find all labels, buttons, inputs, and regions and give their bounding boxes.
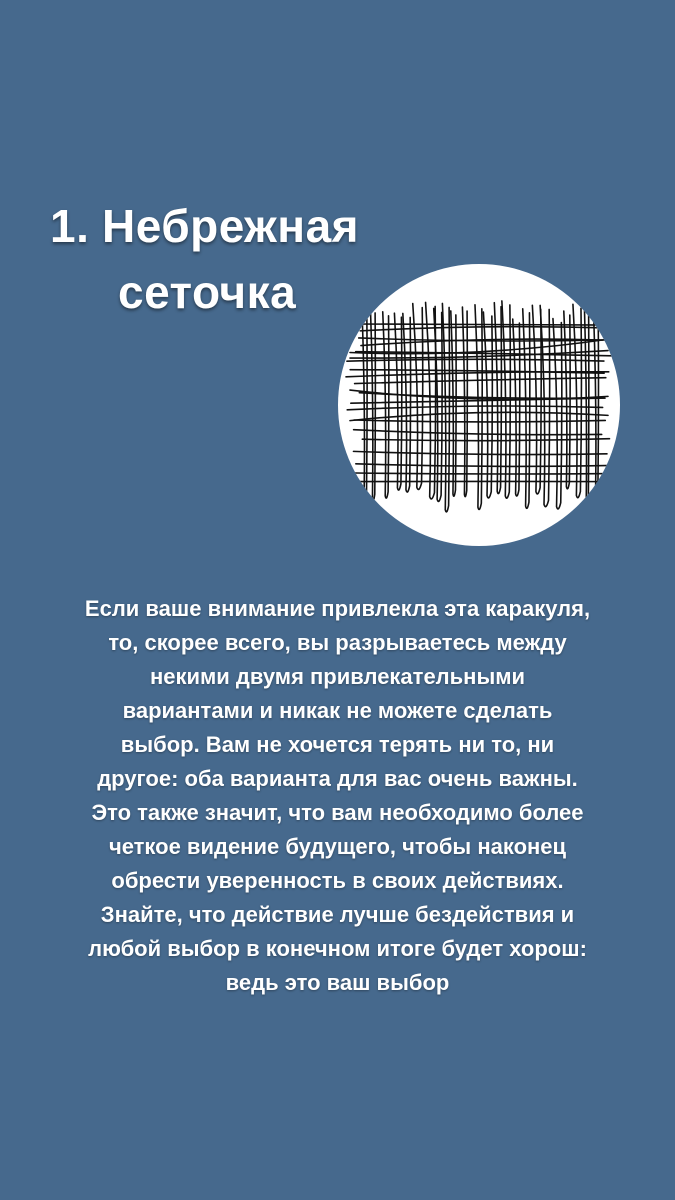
scribble-stroke bbox=[475, 305, 482, 510]
scribble-stroke bbox=[462, 307, 467, 497]
description-line: четкое видение будущего, чтобы наконец bbox=[108, 834, 567, 859]
description-line: Если ваше внимание привлекла эта каракуля, bbox=[84, 596, 591, 621]
scribble-stroke bbox=[564, 311, 570, 489]
scribble-grid-illustration bbox=[338, 264, 620, 546]
description-line: то, скорее всего, вы разрываетесь между bbox=[108, 630, 567, 655]
description-line: Это также значит, что вам необходимо более bbox=[91, 800, 584, 825]
scribble-stroke bbox=[573, 304, 582, 497]
scribble-stroke bbox=[451, 311, 456, 496]
heading-line-1: Небрежная bbox=[102, 200, 360, 252]
heading-line-2: сеточка bbox=[118, 266, 297, 318]
heading-number: 1. bbox=[50, 200, 90, 252]
scribble-stroke bbox=[442, 303, 449, 511]
scribble-stroke bbox=[355, 378, 606, 384]
description-line: Знайте, что действие лучше бездействия и bbox=[100, 902, 575, 927]
scribble-stroke bbox=[584, 305, 588, 511]
description-line: любой выбор в конечном итоге будет хорош: bbox=[88, 936, 587, 961]
scribble-stroke bbox=[513, 319, 520, 496]
scribble-grid-icon bbox=[338, 264, 620, 546]
description-line: некими двумя привлекательными bbox=[149, 664, 526, 689]
description bbox=[30, 592, 645, 1000]
heading bbox=[50, 196, 359, 322]
description-line: вариантами и никак не можете сделать bbox=[122, 698, 553, 723]
description-line: ведь это ваш выбор bbox=[225, 970, 450, 995]
scribble-stroke bbox=[356, 464, 614, 467]
scribble-stroke bbox=[362, 439, 609, 441]
scribble-stroke bbox=[370, 309, 375, 501]
scribble-stroke bbox=[353, 451, 606, 454]
scribble-stroke bbox=[347, 473, 613, 474]
scribble-stroke bbox=[426, 302, 436, 498]
scribble-stroke bbox=[347, 359, 604, 361]
description-line: обрести уверенность в своих действиях. bbox=[111, 868, 564, 893]
description-line: выбор. Вам не хочется терять ни то, ни bbox=[120, 732, 555, 757]
scribble-stroke bbox=[354, 324, 612, 325]
description-line: другое: оба варианта для вас очень важны. bbox=[97, 766, 578, 791]
